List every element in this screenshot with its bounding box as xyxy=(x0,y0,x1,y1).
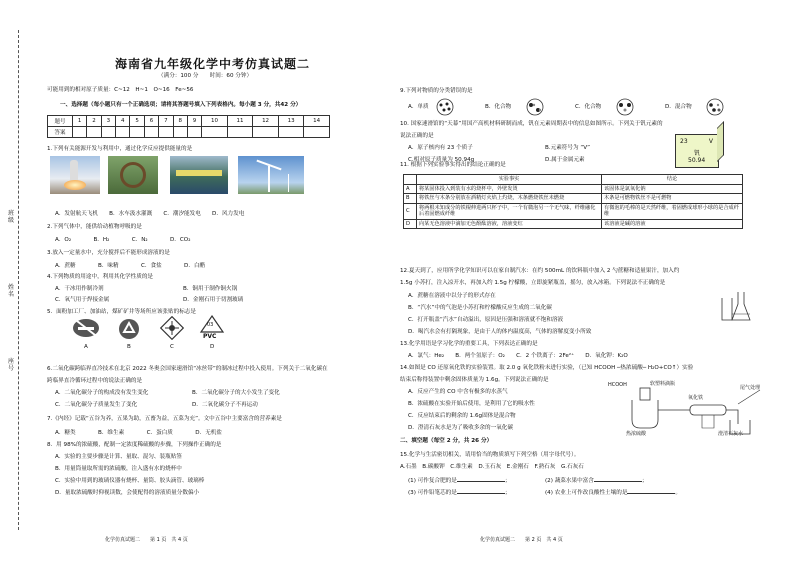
wind-turbine-photo xyxy=(238,156,304,194)
apparatus-label-sulfuric-acid: 热浓硫酸 xyxy=(626,431,647,437)
question-5: 5．面粉加工厂、加油站，煤矿矿井等场所应该张贴的标志是 xyxy=(47,309,196,315)
table-cell: B xyxy=(404,194,417,204)
table-cell: 3 xyxy=(101,116,115,127)
table-cell xyxy=(404,175,417,185)
question-14-option-b: B．浓硫酸在实验开始后使用，是利用了它的吸水性 xyxy=(408,401,535,407)
table-cell: 10 xyxy=(202,116,228,127)
table-cell: 8 xyxy=(173,116,187,127)
answer-cell[interactable] xyxy=(227,127,253,138)
answer-cell[interactable] xyxy=(130,127,144,138)
question-12-line2: 1.5g 小苏打，注入凉开水，再加入约 1.5g 柠檬酸，立即旋紧瓶盖，摇匀，放入冰箱。下列说法不正确的是 xyxy=(400,280,666,286)
question-15-part-1: (1) 可作复合肥的是 xyxy=(408,478,457,484)
pvc-label: PVC xyxy=(203,333,217,340)
answer-blank[interactable] xyxy=(594,481,642,482)
sign-label-d: D xyxy=(210,344,215,350)
question-15-blank-2: (2) 蔬菜水果中富含 ； xyxy=(545,478,648,484)
answer-cell[interactable] xyxy=(73,127,87,138)
question-1-options: A．发射航天飞机 B．水车汲水灌溉 C．潮汐能发电 D．风力发电 xyxy=(55,211,245,217)
question-9-option-d: D．混合物 xyxy=(665,104,692,110)
left-footer: 化学仿真试题二 第 1 页 共 4 页 xyxy=(105,537,188,543)
co-reduction-apparatus xyxy=(610,380,770,438)
question-6-line1: 6.二氧化碳跨临界直冷技术在北京 2022 冬奥会国家速滑馆“冰丝带”的制冰过程中投入使用。下列关于二氧化碳在 xyxy=(47,366,328,372)
side-char: 姓 xyxy=(7,284,14,291)
question-10-option-a: A．原子核内有 23 个质子 xyxy=(408,145,473,151)
table-cell: A xyxy=(404,184,417,194)
pvc-recycle-icon xyxy=(198,314,226,342)
question-9-option-a: A．单质 xyxy=(408,104,429,110)
table-row xyxy=(404,203,743,219)
question-8-option-d: D．量取浓硫酸时仰视读数，会使配得的溶液质量分数偏小 xyxy=(55,490,200,496)
answer-blank[interactable] xyxy=(627,493,675,494)
table-cell: 将两根未知成分的铁棍伸进两只杯子中，一个有微泡另一个无气味，纤维融化后着固燃成纤维 xyxy=(417,203,602,219)
question-12-option-c: C．打开瓶盖“汽水”自动溢出，原因是压强和溶液就不饱和溶液 xyxy=(408,317,564,323)
table-cell: 14 xyxy=(304,116,330,127)
waterwheel-photo xyxy=(108,156,158,194)
right-footer: 化学仿真试题二 第 2 页 共 4 页 xyxy=(480,537,563,543)
question-11: 11. 根据下列实验事实得出的结论正确的是 xyxy=(400,162,506,168)
apparatus-label-iron-oxide: 氧化铁 xyxy=(688,395,704,401)
table-cell: C xyxy=(404,203,417,219)
sign-label-b: B xyxy=(127,344,131,350)
recycle-sign-icon xyxy=(118,318,140,340)
table-cell: 该溶液是碱的溶液 xyxy=(602,219,743,229)
tidal-power-photo xyxy=(170,156,228,194)
side-char: 座 xyxy=(7,358,14,365)
answer-cell[interactable] xyxy=(144,127,158,138)
sign-label-c: C xyxy=(170,344,174,350)
question-7: 7.《内经》记载“五谷为养，五果为助，五畜为益，五菜为充”。文中五谷中主要富含的营养素是 xyxy=(47,416,282,422)
table-cell: 该固体是氯氧化钠 xyxy=(602,184,743,194)
table-cell: 木条是可燃物铁丝不是可燃物 xyxy=(602,194,743,204)
question-14-option-d: D．澄清石灰水是为了吸收多余的一氧化碳 xyxy=(408,425,513,431)
question-6-line2: 跨临界直冷循环过程中的说法正确的是 xyxy=(47,378,143,384)
exam-subtitle: （满分：100 分 时间：60 分钟） xyxy=(158,73,253,79)
question-3-options: A．蔗糖 B．味精 C．食盐 D．白醋 xyxy=(55,263,206,269)
side-char: 号 xyxy=(7,365,14,372)
question-15-options: A.石墨 B.碳酸钾 C.维生素 D.玉石灰 E.金刚石 F.熟石灰 G.石灰石 xyxy=(400,464,584,470)
question-12-option-d: D．喝汽水会有打隔现象，是由于人的体内温度高，气体的溶解度变小所致 xyxy=(408,329,592,335)
experiment-table xyxy=(403,174,743,229)
section-two-heading: 二、填空题（每空 2 分，共 26 分） xyxy=(400,438,493,444)
question-15-part-4: (4) 农业上可作改良酸性土壤的是 xyxy=(545,490,628,496)
table-cell: 11 xyxy=(227,116,253,127)
answer-table xyxy=(47,115,330,138)
question-6-option-d: D．二氧化碳分子不再运动 xyxy=(192,402,258,408)
answer-cell[interactable] xyxy=(159,127,173,138)
question-9-option-b: B．化合物 xyxy=(485,104,512,110)
answer-cell[interactable] xyxy=(116,127,130,138)
page-title: 海南省九年级化学中考仿真试题二 xyxy=(115,57,311,71)
question-8-option-a: A．实验的主要步骤是计算、量取、混匀、装瓶贴签 xyxy=(55,454,182,460)
compound-molecule-icon-1 xyxy=(527,99,543,115)
question-3: 3.放入一定量水中，充分搅拌后不能形成溶液的是 xyxy=(47,250,170,256)
apparatus-label-hcooh: HCOOH xyxy=(608,382,627,388)
question-15-blank-4: (4) 农业上可作改良酸性土壤的是 。 xyxy=(545,490,682,496)
table-cell: 2 xyxy=(87,116,101,127)
question-1: 1.下列有关能源开发与利用中，通过化学反应提供能量的是 xyxy=(47,146,193,152)
table-cell: 9 xyxy=(187,116,201,127)
question-4-option-a: A．干冰用作制冷剂 xyxy=(55,286,104,292)
question-12-option-a: A．蔗糖在溶液中以分子的形式存在 xyxy=(408,293,496,299)
question-6-option-b: B．二氧化碳分子的大小发生了变化 xyxy=(192,390,280,396)
table-cell: 1 xyxy=(73,116,87,127)
table-cell: 4 xyxy=(116,116,130,127)
question-15-blank-1: (1) 可作复合肥的是 ； xyxy=(408,478,511,484)
question-8-option-c: C．实验中用到的玻璃仪器有烧杯、量筒、胶头滴管、玻璃棒 xyxy=(55,478,205,484)
pvc-number: 03 xyxy=(207,322,214,328)
question-15: 15.化学与生活密切相关，请用恰当的物质填写下列空格（用字母代号）。 xyxy=(400,452,580,458)
atomic-masses: 可能用到的相对原子质量：C~12 H~1 O~16 Fe~56 xyxy=(47,87,194,93)
question-14-option-c: C．反应结束后的剩余的 1.6g固体是混合物 xyxy=(408,413,516,419)
lab-glassware-icon xyxy=(716,290,756,324)
question-6-option-a: A．二氧化碳分子的构成没有发生变化 xyxy=(55,390,149,396)
binding-text xyxy=(7,210,15,372)
side-char: 名 xyxy=(7,291,14,298)
answer-cell[interactable] xyxy=(253,127,279,138)
question-10-line1: 10. 国家速滑馆的“天幕”用国产高机材料研制而成，钒在元素周期表中的信息如图所示。下列关于钒元素的 xyxy=(400,121,663,127)
element-card xyxy=(675,134,719,168)
question-2-options: A．O₂ B．H₂ C．N₂ D．CO₂ xyxy=(55,237,191,243)
question-14-line2: 结束后称得装置中剩余固体质量为 1.6g。下列说法正确的是 xyxy=(400,377,549,383)
answer-cell[interactable] xyxy=(87,127,101,138)
answer-cell[interactable] xyxy=(278,127,304,138)
table-header: 实验事实 xyxy=(417,175,602,185)
rocket-launch-photo xyxy=(50,156,100,194)
table-cell: 12 xyxy=(253,116,279,127)
table-row xyxy=(404,184,743,194)
table-cell: 将铁丝与木条分别放在酒精灯火焰上灼烧，木条燃烧铁丝未燃烧 xyxy=(417,194,602,204)
question-15-part-2: (2) 蔬菜水果中富含 xyxy=(545,478,594,484)
element-symbol: V xyxy=(708,138,713,145)
element-name: 钒 xyxy=(694,150,701,157)
table-cell: 有微泡的毛棒的是天然纤维，着固燃成球形小球的是合成纤维 xyxy=(602,203,743,219)
binding-line xyxy=(18,30,19,530)
question-4-option-c: C．氧气用于焊接金属 xyxy=(55,297,110,303)
mixture-molecule-icon xyxy=(707,99,723,115)
question-12-option-b: B．“汽水”中的气泡是小苏打和柠檬酸反应生成的二氧化碳 xyxy=(408,305,552,311)
question-10-line2: 说法正确的是 xyxy=(400,133,434,139)
question-9: 9.下列对物质的分类错误的是 xyxy=(400,88,473,94)
table-row xyxy=(404,194,743,204)
question-8: 8．用 98%的浓硫酸，配制一定浓度稀硫酸的步骤，下列操作正确的是 xyxy=(47,442,222,448)
question-7-options: A．糖类 B．维生素 C．蛋白质 D．无机盐 xyxy=(55,430,222,436)
question-10-option-b: B.元素符号为 “V” xyxy=(545,145,590,151)
apparatus-label-dropper: 软塑料滴瓶 xyxy=(650,381,676,387)
element-card-depth xyxy=(717,121,724,162)
question-15-part-3: (3) 可作铅笔芯的是 xyxy=(408,490,457,496)
question-13: 13.化学用语是学习化学的重要工具，下列表达正确的是 xyxy=(400,341,538,347)
table-cell: 13 xyxy=(278,116,304,127)
answer-cell[interactable] xyxy=(187,127,201,138)
table-row xyxy=(404,219,743,229)
compound-molecule-icon-2 xyxy=(617,99,633,115)
question-14-line1: 14.如图是 CO 还原氧化铁的实验装置。取 2.0 g 氧化铁粉末进行实验，（已知 HCOOH ─热浓硫酸─ H₂O+CO↑）实验 xyxy=(400,365,694,371)
question-10-option-c: C.相对原子质量为 50.94g xyxy=(408,157,475,163)
table-cell: 5 xyxy=(130,116,144,127)
question-10-option-d: D.属于金属元素 xyxy=(545,157,585,163)
table-cell: 7 xyxy=(159,116,173,127)
answer-blank[interactable] xyxy=(457,481,505,482)
question-15-blank-3: (3) 可作铅笔芯的是 ； xyxy=(408,490,511,496)
answer-blank[interactable] xyxy=(457,493,505,494)
section-one-heading: 一、选择题（每小题只有一个正确选项；请将其答题号填入下列表格内。每小题 3 分，共42 分） xyxy=(60,102,302,108)
element-molecule-icon xyxy=(437,99,453,115)
table-cell: D xyxy=(404,219,417,229)
table-row-head: 答案 xyxy=(48,127,73,138)
question-8-option-b: B．用量筒量取所需的浓硫酸，注入盛有水的烧杯中 xyxy=(55,466,182,472)
question-12-line1: 12.夏天到了，应用所学化学知识可以在家自制汽水：在约 500mL 的饮料瓶中加入 2 勺蔗糖和适量果汁，加入约 xyxy=(400,268,680,274)
question-2: 2.下列气体中，能供给动植物呼吸的是 xyxy=(47,224,142,230)
apparatus-label-limewater: 澄清石灰水 xyxy=(718,431,744,437)
question-14-option-a: A．反应产生的 CO 中含有极多的水蒸气 xyxy=(408,389,508,395)
question-6-option-c: C．二氧化碳分子质量发生了变化 xyxy=(55,402,138,408)
element-mass: 50.94 xyxy=(688,157,706,164)
sign-label-a: A xyxy=(84,344,88,350)
question-4: 4.下列物质的用途中，利用其化学性质的是 xyxy=(47,274,154,280)
question-9-option-c: C．化合物 xyxy=(575,104,602,110)
answer-cell[interactable] xyxy=(173,127,187,138)
question-13-options: A．氯气：He₂ B．两个氢原子：O₂ C．2 个铁离子：2Fe²⁺ D．氧化钾：K₂O xyxy=(408,353,628,359)
answer-cell[interactable] xyxy=(304,127,330,138)
question-4-option-d: D．金刚石用于切割玻璃 xyxy=(183,297,244,303)
explosive-sign-icon xyxy=(160,316,184,340)
question-4-option-b: B．铜用于制作铜火锅 xyxy=(183,286,238,292)
element-number: 23 xyxy=(680,138,688,145)
table-cell: 向某无色溶液中滴加无色酚酞溶液，溶液变红 xyxy=(417,219,602,229)
table-cell: 6 xyxy=(144,116,158,127)
table-header: 结论 xyxy=(602,175,743,185)
table-row-head: 题号 xyxy=(48,116,73,127)
side-char: 班 xyxy=(7,210,14,217)
no-smoking-sign-icon xyxy=(72,318,100,338)
apparatus-label-exhaust: 尾气处理 xyxy=(740,385,761,391)
side-char: 级 xyxy=(7,217,14,224)
table-cell: 将某固体投入到装有水的烧杯中，外壁发烫 xyxy=(417,184,602,194)
answer-cell[interactable] xyxy=(202,127,228,138)
answer-cell[interactable] xyxy=(101,127,115,138)
